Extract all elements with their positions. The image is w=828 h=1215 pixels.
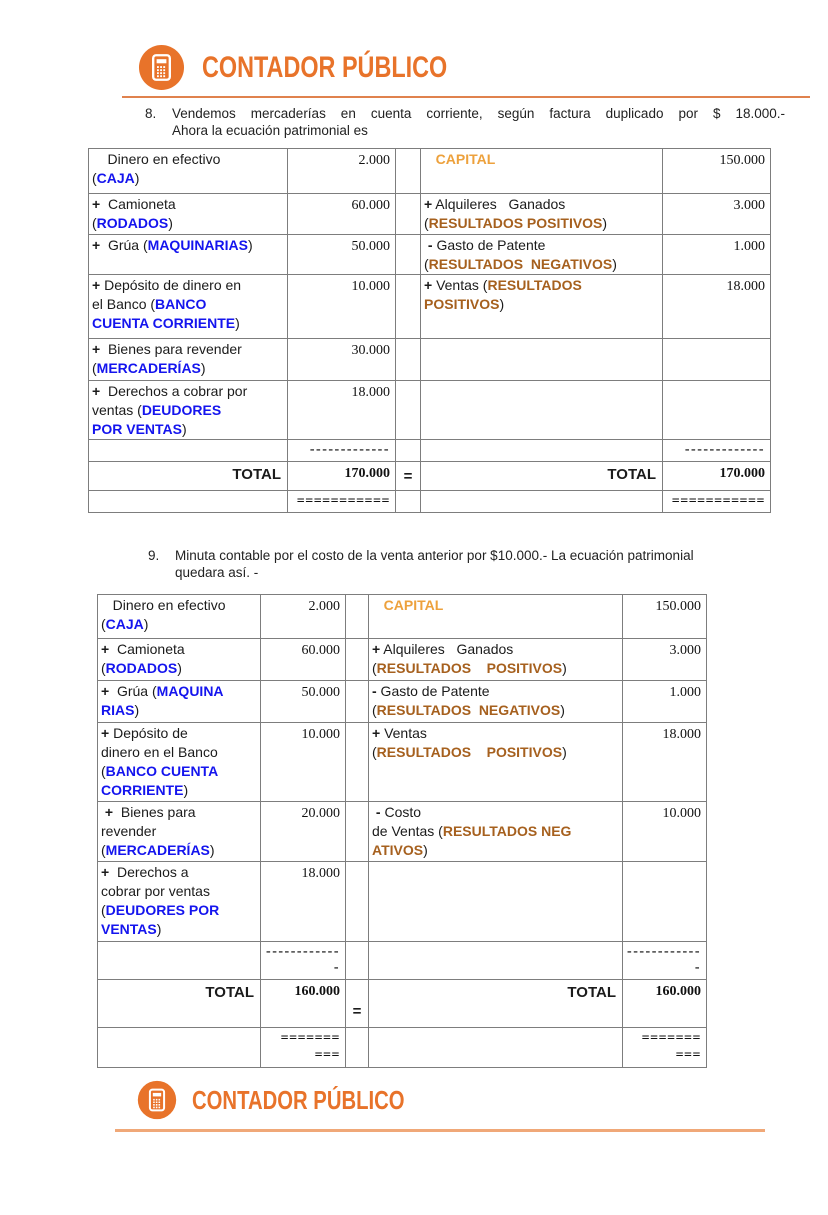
description-cell: + Derechos a cobrar por ventas (DEUDORES POR VENTAS) bbox=[89, 381, 288, 440]
description-cell: + Depósito de dinero en el Banco (BANCO CUENTA CORRIENTE) bbox=[89, 275, 288, 339]
exercise-number: 8. bbox=[145, 106, 157, 121]
description-cell: + Grúa (MAQUINA RIAS) bbox=[98, 681, 261, 723]
amount-cell: ======= === bbox=[261, 1028, 346, 1068]
description-cell bbox=[98, 1028, 261, 1068]
patrimonial-table-1 bbox=[88, 148, 771, 513]
table-row bbox=[98, 1028, 707, 1068]
table-row bbox=[98, 639, 707, 681]
table-row bbox=[89, 491, 771, 513]
exercise-text-line: Minuta contable por el costo de la venta anterior por $10.000.- La ecuación patrimonial bbox=[175, 548, 694, 563]
table-row bbox=[98, 681, 707, 723]
description-cell: TOTAL bbox=[89, 462, 288, 491]
amount-cell: ======= === bbox=[623, 1028, 707, 1068]
amount-cell: 30.000 bbox=[288, 339, 396, 381]
amount-cell: 2.000 bbox=[261, 595, 346, 639]
description-cell: + Ventas (RESULTADOS POSITIVOS) bbox=[421, 275, 663, 339]
amount-cell: 50.000 bbox=[288, 235, 396, 275]
table-row bbox=[98, 862, 707, 942]
description-cell: + Bienes para revender (MERCADERÍAS) bbox=[98, 802, 261, 862]
equals-cell bbox=[396, 149, 421, 194]
table-row bbox=[89, 339, 771, 381]
equals-cell bbox=[346, 942, 369, 980]
table-row bbox=[98, 595, 707, 639]
description-cell: - Gasto de Patente (RESULTADOS NEGATIVOS) bbox=[369, 681, 623, 723]
equals-cell bbox=[396, 339, 421, 381]
equals-cell bbox=[396, 491, 421, 513]
description-cell bbox=[421, 491, 663, 513]
calculator-icon bbox=[138, 44, 185, 91]
exercise-text-line: Vendemos mercaderías en cuenta corriente, según factura duplicado por $ 18.000.- bbox=[172, 106, 785, 121]
table-row bbox=[89, 149, 771, 194]
equals-cell bbox=[346, 862, 369, 942]
footer-rule bbox=[115, 1129, 765, 1132]
amount-cell: 3.000 bbox=[663, 194, 771, 235]
table-row bbox=[89, 440, 771, 462]
amount-cell: 18.000 bbox=[288, 381, 396, 440]
calculator-icon bbox=[137, 1080, 177, 1120]
equals-cell bbox=[396, 194, 421, 235]
description-cell: + Depósito de dinero en el Banco (BANCO CUENTA CORRIENTE) bbox=[98, 723, 261, 802]
amount-cell: ------------- bbox=[261, 942, 346, 980]
equals-cell: = bbox=[396, 462, 421, 491]
description-cell: TOTAL bbox=[98, 980, 261, 1028]
table-row bbox=[98, 723, 707, 802]
description-cell bbox=[369, 1028, 623, 1068]
equals-cell bbox=[346, 1028, 369, 1068]
amount-cell: 18.000 bbox=[663, 275, 771, 339]
exercise-text-line: Ahora la ecuación patrimonial es bbox=[172, 123, 368, 138]
equals-cell bbox=[396, 381, 421, 440]
equals-cell bbox=[346, 595, 369, 639]
description-cell: TOTAL bbox=[369, 980, 623, 1028]
equals-cell bbox=[396, 235, 421, 275]
description-cell bbox=[421, 381, 663, 440]
amount-cell bbox=[663, 381, 771, 440]
exercise-text-line: quedara así. - bbox=[175, 565, 259, 580]
amount-cell: 1.000 bbox=[663, 235, 771, 275]
description-cell: TOTAL bbox=[421, 462, 663, 491]
description-cell: + Alquileres Ganados (RESULTADOS POSITIVOS) bbox=[369, 639, 623, 681]
description-cell bbox=[421, 440, 663, 462]
description-cell: + Alquileres Ganados (RESULTADOS POSITIVOS) bbox=[421, 194, 663, 235]
description-cell bbox=[98, 942, 261, 980]
description-cell bbox=[369, 862, 623, 942]
amount-cell: 18.000 bbox=[623, 723, 707, 802]
amount-cell: 18.000 bbox=[261, 862, 346, 942]
amount-cell: 150.000 bbox=[623, 595, 707, 639]
equals-cell bbox=[346, 723, 369, 802]
description-cell: + Camioneta (RODADOS) bbox=[89, 194, 288, 235]
table-row bbox=[89, 235, 771, 275]
amount-cell: ------------ - bbox=[623, 942, 707, 980]
description-cell: + Ventas (RESULTADOS POSITIVOS) bbox=[369, 723, 623, 802]
amount-cell: 10.000 bbox=[288, 275, 396, 339]
description-cell: + Bienes para revender (MERCADERÍAS) bbox=[89, 339, 288, 381]
table-row bbox=[89, 194, 771, 235]
header-rule bbox=[122, 96, 810, 98]
description-cell: + Grúa (MAQUINARIAS) bbox=[89, 235, 288, 275]
amount-cell: 10.000 bbox=[261, 723, 346, 802]
amount-cell bbox=[623, 862, 707, 942]
amount-cell: 1.000 bbox=[623, 681, 707, 723]
exercise-number: 9. bbox=[148, 548, 160, 563]
equals-cell bbox=[346, 639, 369, 681]
description-cell: Dinero en efectivo (CAJA) bbox=[98, 595, 261, 639]
table-row bbox=[98, 942, 707, 980]
table-row bbox=[98, 980, 707, 1028]
brand-title: CONTADOR PÚBLICO bbox=[202, 50, 448, 84]
description-cell: - Costo de Ventas (RESULTADOS NEG ATIVOS) bbox=[369, 802, 623, 862]
amount-cell: 150.000 bbox=[663, 149, 771, 194]
description-cell: + Derechos a cobrar por ventas (DEUDORES POR VENTAS) bbox=[98, 862, 261, 942]
amount-cell bbox=[663, 339, 771, 381]
brand-title: CONTADOR PÚBLICO bbox=[192, 1084, 405, 1115]
amount-cell: 170.000 bbox=[663, 462, 771, 491]
footer-logo bbox=[137, 1080, 828, 1120]
amount-cell: 60.000 bbox=[261, 639, 346, 681]
amount-cell: 60.000 bbox=[288, 194, 396, 235]
amount-cell: 20.000 bbox=[261, 802, 346, 862]
equals-cell: = bbox=[346, 980, 369, 1028]
amount-cell: ------------- bbox=[288, 440, 396, 462]
amount-cell: 170.000 bbox=[288, 462, 396, 491]
equals-cell bbox=[346, 681, 369, 723]
description-cell: Dinero en efectivo (CAJA) bbox=[89, 149, 288, 194]
amount-cell: 160.000 bbox=[261, 980, 346, 1028]
header-logo bbox=[138, 44, 828, 91]
amount-cell: =========== bbox=[663, 491, 771, 513]
description-cell: CAPITAL bbox=[421, 149, 663, 194]
patrimonial-table-2 bbox=[97, 594, 707, 1068]
exercise-item-8 bbox=[145, 105, 828, 139]
document-page bbox=[0, 44, 828, 1215]
table-row bbox=[89, 275, 771, 339]
description-cell bbox=[421, 339, 663, 381]
amount-cell: =========== bbox=[288, 491, 396, 513]
amount-cell: 50.000 bbox=[261, 681, 346, 723]
description-cell bbox=[369, 942, 623, 980]
exercise-item-9 bbox=[148, 547, 828, 581]
equals-cell bbox=[346, 802, 369, 862]
description-cell bbox=[89, 491, 288, 513]
description-cell: - Gasto de Patente (RESULTADOS NEGATIVOS) bbox=[421, 235, 663, 275]
description-cell: + Camioneta (RODADOS) bbox=[98, 639, 261, 681]
amount-cell: 10.000 bbox=[623, 802, 707, 862]
equals-cell bbox=[396, 440, 421, 462]
amount-cell: 2.000 bbox=[288, 149, 396, 194]
amount-cell: 160.000 bbox=[623, 980, 707, 1028]
table-row bbox=[98, 802, 707, 862]
table-row bbox=[89, 462, 771, 491]
description-cell bbox=[89, 440, 288, 462]
description-cell: CAPITAL bbox=[369, 595, 623, 639]
amount-cell: 3.000 bbox=[623, 639, 707, 681]
table-row bbox=[89, 381, 771, 440]
equals-cell bbox=[396, 275, 421, 339]
amount-cell: ------------- bbox=[663, 440, 771, 462]
